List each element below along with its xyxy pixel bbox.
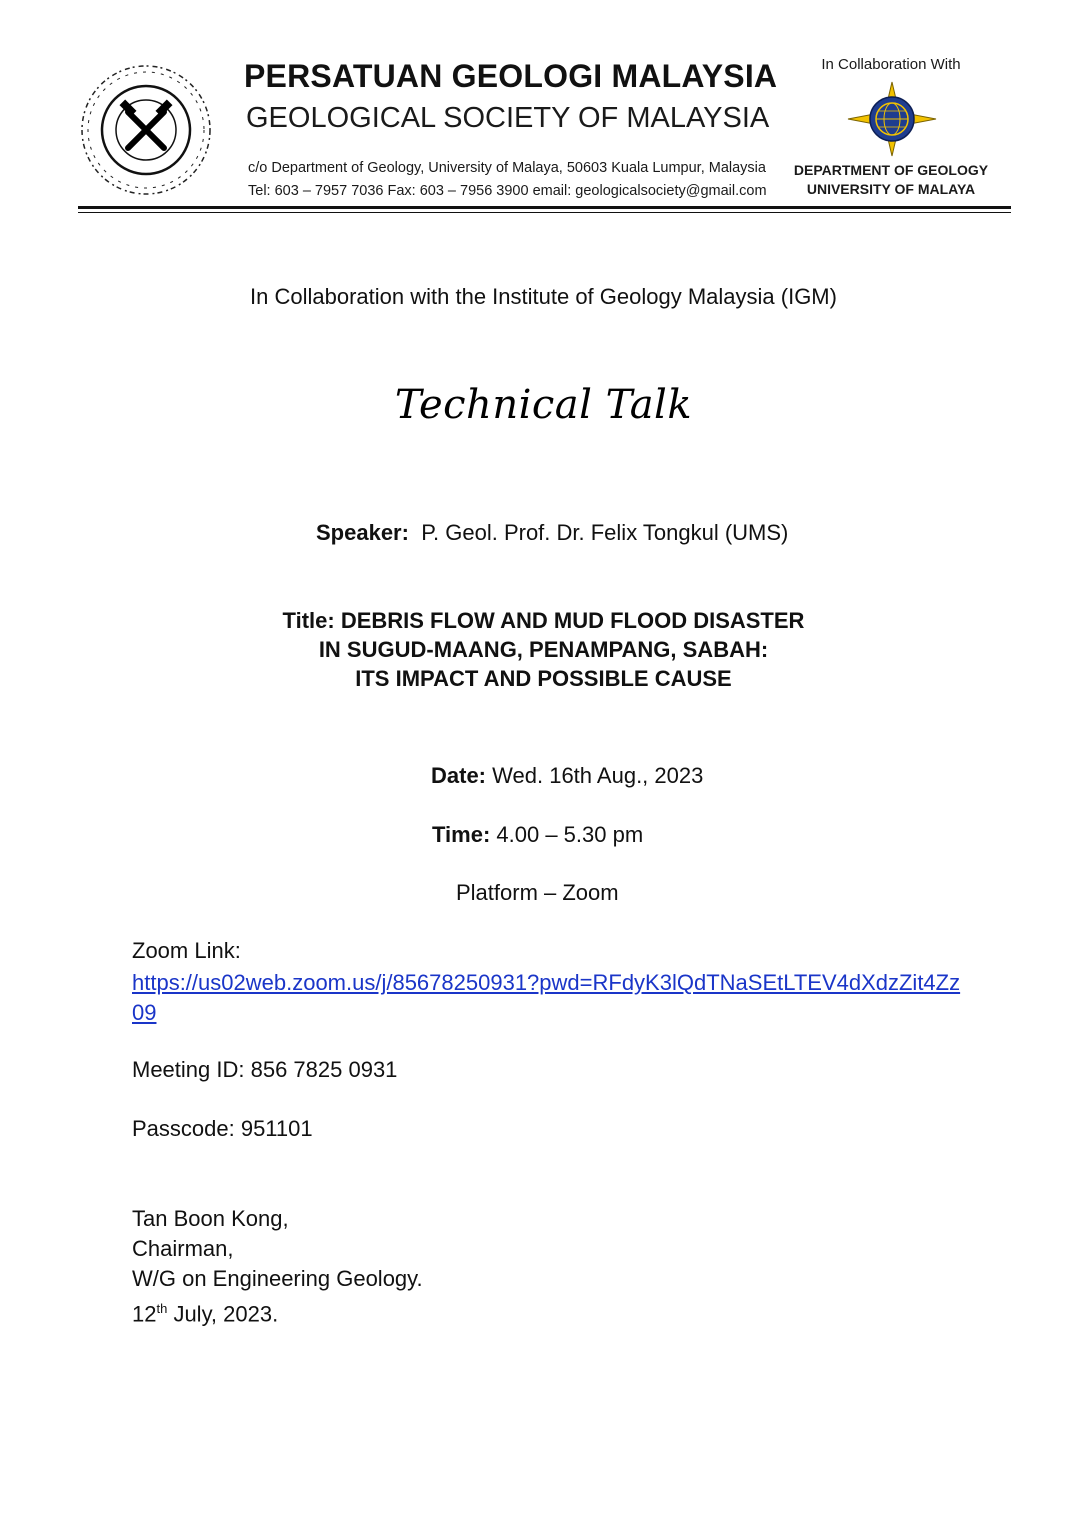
platform-line: Platform – Zoom	[456, 880, 619, 905]
org-name-english: GEOLOGICAL SOCIETY OF MALAYSIA	[246, 102, 770, 134]
speaker-label: Speaker:	[316, 520, 409, 545]
signatory-role: Chairman,	[132, 1236, 234, 1261]
crossed-hammers-icon	[76, 60, 216, 200]
society-seal	[76, 60, 216, 200]
signatory-name: Tan Boon Kong,	[132, 1206, 289, 1231]
compass-star-icon	[846, 80, 938, 158]
zoom-link-label: Zoom Link:	[132, 938, 241, 963]
passcode: Passcode: 951101	[132, 1116, 313, 1141]
time-line	[432, 822, 643, 848]
org-name-malay: PERSATUAN GEOLOGI MALAYSIA	[244, 58, 778, 94]
talk-title	[0, 606, 1087, 693]
collaboration-label: In Collaboration With	[821, 56, 961, 73]
igm-collaboration-line: In Collaboration with the Institute of Geology Malaysia (IGM)	[250, 284, 837, 309]
talk-title-line-2: IN SUGUD-MAANG, PENAMPANG, SABAH:	[318, 637, 769, 662]
letterhead-divider-thin	[78, 212, 1011, 213]
speaker-line	[316, 520, 788, 546]
org-contact: Tel: 603 – 7957 7036 Fax: 603 – 7956 3900 email: geologicalsociety@gmail.com	[248, 183, 767, 199]
org-address: c/o Department of Geology, University of Malaya, 50603 Kuala Lumpur, Malaysia	[248, 160, 766, 176]
event-heading: Technical Talk	[394, 382, 693, 428]
signatory-group: W/G on Engineering Geology.	[132, 1266, 423, 1291]
signature-date-day: 12	[132, 1301, 157, 1327]
time-value: 4.00 – 5.30 pm	[496, 822, 644, 847]
letterhead-divider	[78, 206, 1011, 209]
university-of-malaya-logo	[846, 80, 938, 158]
partner-university-name: UNIVERSITY OF MALAYA	[806, 181, 976, 197]
talk-title-line-3: ITS IMPACT AND POSSIBLE CAUSE	[355, 666, 732, 691]
partner-department-name: DEPARTMENT OF GEOLOGY	[793, 162, 989, 178]
time-label: Time:	[432, 822, 491, 847]
date-label: Date:	[431, 763, 487, 788]
talk-title-line-1: Title: DEBRIS FLOW AND MUD FLOOD DISASTER	[282, 608, 805, 633]
date-line	[431, 763, 703, 789]
meeting-id: Meeting ID: 856 7825 0931	[132, 1057, 398, 1082]
zoom-meeting-link[interactable]: https://us02web.zoom.us/j/85678250931?pwd=RFdyK3lQdTNaSEtLTEV4dXdzZit4Zz09	[132, 970, 961, 1025]
signature-block	[132, 1204, 423, 1329]
signature-date-rest: July, 2023.	[167, 1301, 279, 1327]
signature-date	[132, 1294, 423, 1329]
date-value: Wed. 16th Aug., 2023	[492, 763, 704, 788]
signature-date-suffix: th	[156, 1301, 168, 1316]
speaker-name: P. Geol. Prof. Dr. Felix Tongkul (UMS)	[421, 520, 789, 545]
